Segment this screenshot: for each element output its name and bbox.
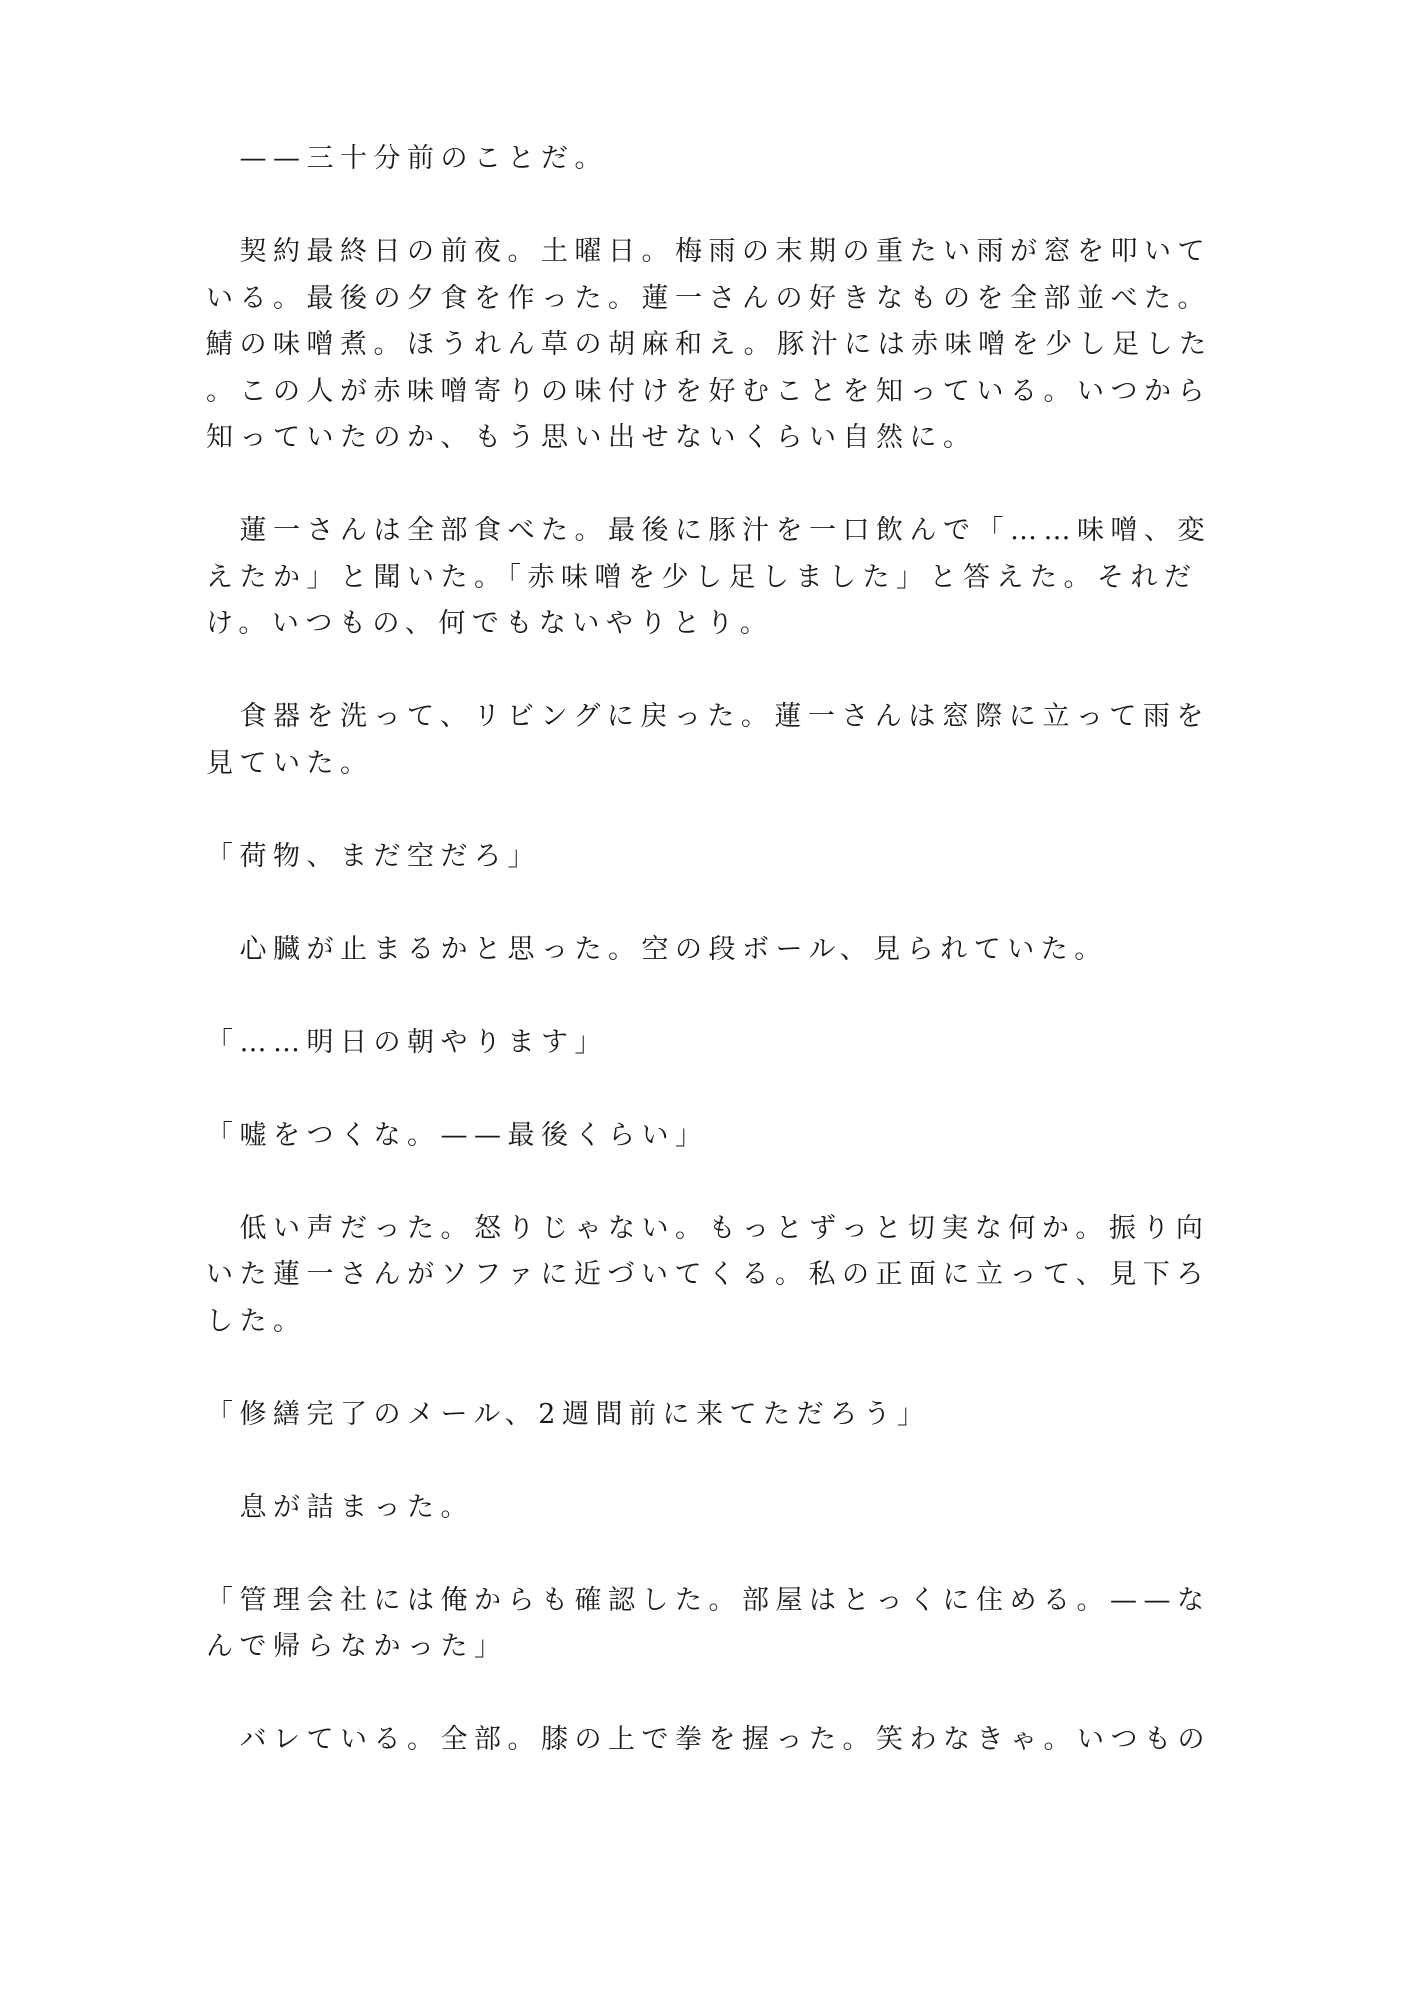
- paragraph-gap: [206, 880, 1206, 927]
- text-line: 見ていた。: [206, 747, 374, 779]
- paragraph-gap: [206, 648, 1206, 695]
- text-line: いた蓮一さんがソファに近づいてくる。私の正面に立って、見下ろ: [206, 1259, 1210, 1290]
- text-line: 心臓が止まるかと思った。空の段ボール、見られていた。: [206, 933, 1108, 965]
- text-line: 契約最終日の前夜。土曜日。梅雨の末期の重たい雨が窓を叩いて: [206, 236, 1211, 267]
- text-line: 蓮一さんは全部食べた。最後に豚汁を一口飲んで「……味噌、変: [206, 515, 1211, 546]
- text-line: した。: [206, 1305, 307, 1337]
- text-line: えたか」と聞いた。「赤味噌を少し足しました」と答えた。それだ: [206, 561, 1198, 593]
- paragraph-gap: [206, 787, 1206, 834]
- text-line: 。この人が赤味噌寄りの味付けを好むことを知っている。いつから: [206, 375, 1211, 407]
- text-line: 食器を洗って、リビングに戻った。蓮一さんは窓際に立って雨を: [206, 701, 1210, 732]
- text-line: 知っていたのか、もう思い出せないくらい自然に。: [206, 422, 977, 453]
- text-line: 「修繕完了のメール、2週間前に来てただろう」: [206, 1398, 931, 1430]
- text-line: バレている。全部。膝の上で拳を握った。笑わなきゃ。いつもの: [206, 1724, 1211, 1755]
- text-line: 「嘘をつくな。——最後くらい」: [206, 1119, 709, 1151]
- paragraph-gap: [206, 1438, 1206, 1485]
- text-line: ——三十分前のことだ。: [206, 143, 608, 174]
- document-page: [206, 136, 1213, 1764]
- paragraph-gap: [206, 1159, 1206, 1206]
- text-line: 「管理会社には俺からも確認した。部屋はとっくに住める。——な: [206, 1584, 1211, 1616]
- text-line: 低い声だった。怒りじゃない。もっとずっと切実な何か。振り向: [206, 1212, 1210, 1244]
- text-line: け。いつもの、何でもないやりとり。: [206, 608, 774, 639]
- text-line: んで帰らなかった」: [206, 1631, 508, 1662]
- paragraph-gap: [206, 462, 1206, 509]
- paragraph-gap: [206, 1671, 1206, 1718]
- paragraph-gap: [206, 1066, 1206, 1113]
- text-line: 「……明日の朝やります」: [206, 1026, 608, 1058]
- paragraph-gap: [206, 1345, 1206, 1392]
- text-line: 「荷物、まだ空だろ」: [206, 840, 541, 872]
- paragraph-gap: [206, 1531, 1206, 1578]
- text-line: 息が詰まった。: [206, 1491, 474, 1523]
- text-line: 鯖の味噌煮。ほうれん草の胡麻和え。豚汁には赤味噌を少し足した: [206, 329, 1213, 360]
- paragraph-gap: [206, 183, 1206, 230]
- text-line: いる。最後の夕食を作った。蓮一さんの好きなものを全部並べた。: [206, 282, 1211, 314]
- paragraph-gap: [206, 973, 1206, 1020]
